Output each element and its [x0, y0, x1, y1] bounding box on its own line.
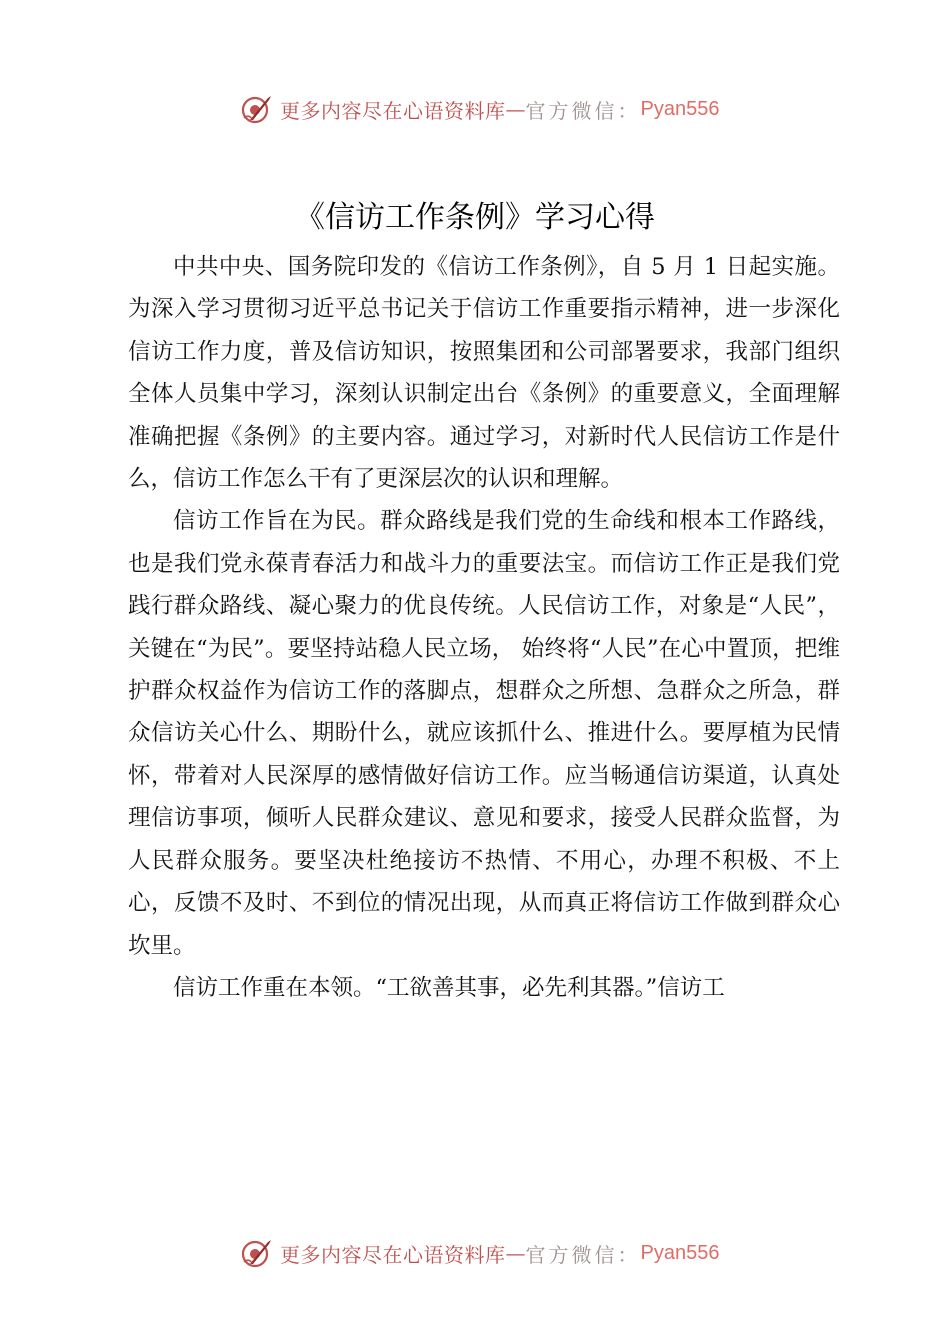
banner-wechat-label: 官方微信：: [525, 1242, 641, 1267]
banner-dash: —: [505, 97, 526, 121]
footer-banner: [240, 1235, 719, 1271]
banner-site-text: 更多内容尽在心语资料库: [280, 1242, 506, 1267]
banner-wechat-label: 官方微信：: [525, 98, 641, 123]
paragraph-1: 中共中央、国务院印发的《信访工作条例》，自 5 月 1 日起实施。为深入学习贯彻习近平总书记关于信访工作重要指示精神，进一步深化信访工作力度，普及信访知识，按照集团和公司部署要求，我部门组织全体人员集中学习，深刻认识制定出台《条例》的重要意义，全面理解准确把握《条例》的主要内容。通过学习，对新时代人民信访工作是什么，信访工作怎么干有了更深层次的认识和理解。: [128, 254, 840, 493]
document-body: [128, 246, 840, 1009]
document-title: 《信访工作条例》学习心得: [295, 200, 655, 235]
header-banner: [240, 91, 719, 127]
banner-site-text: 更多内容尽在心语资料库: [280, 98, 506, 123]
seal-quill-icon: [240, 92, 274, 126]
banner-dash: —: [505, 1241, 526, 1265]
paragraph-3: 信访工作重在本领。“工欲善其事，必先利其器。”信访工: [173, 974, 725, 1001]
banner-wechat-id: Pyan556: [640, 97, 720, 120]
banner-wechat-id: Pyan556: [640, 1241, 720, 1264]
paragraph-2: 信访工作旨在为民。群众路线是我们党的生命线和根本工作路线，也是我们党永葆青春活力和战斗力的重要法宝。而信访工作正是我们党践行群众路线、凝心聚力的优良传统。人民信访工作，对象是“人民”，关键在“为民”。要坚持站稳人民立场， 始终将“人民”在心中置顶，把维护群众权益作为信访工作的落脚点，想群众之所想、急群众之所急，群众信访关心什么、期盼什么，就应该抓什么、推进什么。要厚植为民情怀，带着对人民深厚的感情做好信访工作。应当畅通信访渠道，认真处理信访事项，倾听人民群众建议、意见和要求，接受人民群众监督，为人民群众服务。要坚决杜绝接访不热情、不用心，办理不积极、不上心，反馈不及时、不到位的情况出现，从而真正将信访工作做到群众心坎里。: [128, 508, 840, 959]
seal-quill-icon: [240, 1236, 274, 1270]
